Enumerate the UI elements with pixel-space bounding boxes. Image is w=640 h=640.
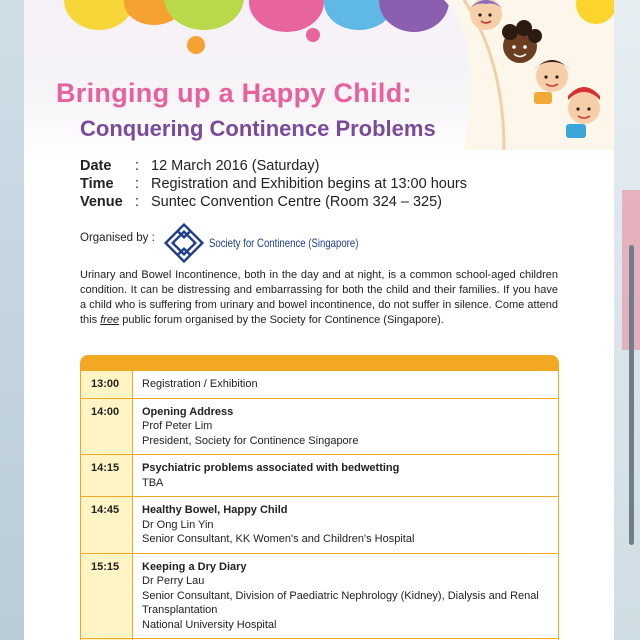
- schedule-time: 14:15: [81, 455, 133, 496]
- schedule-item-title: Opening Address: [142, 405, 234, 418]
- schedule-time: 13:00: [81, 371, 133, 398]
- info-label: Time: [80, 176, 114, 192]
- schedule-desc: [133, 497, 558, 553]
- poster-subtitle: Conquering Continence Problems: [80, 116, 436, 141]
- schedule-desc: [133, 399, 558, 455]
- intro-emphasis: free: [100, 314, 120, 326]
- poster-title: Bringing up a Happy Child:: [56, 78, 412, 108]
- schedule-item-title: Registration / Exhibition: [142, 378, 258, 390]
- schedule-row: [81, 553, 558, 639]
- paint-splash-lime: [164, 0, 244, 30]
- info-label: Date: [80, 158, 112, 174]
- organiser-label: Organised by :: [80, 232, 155, 244]
- schedule-row: [81, 496, 558, 553]
- programme-schedule: [80, 355, 559, 640]
- header-banner: [24, 0, 614, 160]
- intro-paragraph: [80, 268, 558, 328]
- schedule-item-title: Healthy Bowel, Happy Child: [142, 504, 288, 516]
- info-colon: :: [135, 176, 140, 192]
- organiser-name: Society for Continence (Singapore): [208, 236, 359, 250]
- background-left: [0, 0, 24, 640]
- schedule-desc: [133, 455, 558, 496]
- info-label: Venue: [80, 194, 123, 210]
- schedule-row: [81, 371, 558, 398]
- intro-text: Urinary and Bowel Incontinence, both in the day and at night, is a common school-aged children condition. It can be distressing and embarrassing for both the child and their families. If you have a child who is suffering from urinary and bowel incontinence, do not suffer in silence. Come attend this: [80, 269, 558, 326]
- schedule-table: [80, 371, 559, 640]
- info-colon: :: [135, 158, 140, 174]
- schedule-time: 14:45: [81, 497, 133, 553]
- paint-splash-drop-orange: [187, 36, 205, 54]
- schedule-speaker: Dr Ong Lin Yin: [142, 518, 214, 531]
- organiser: [80, 222, 396, 264]
- scrollbar[interactable]: [629, 245, 634, 545]
- schedule-speaker-role: Senior Consultant, KK Women's and Children's Hospital: [142, 533, 415, 545]
- schedule-speaker: Prof Peter Lim: [142, 420, 213, 432]
- schedule-item-title: Keeping a Dry Diary: [142, 560, 247, 573]
- intro-text-end: public forum organised by the Society for Continence (Singapore).: [119, 314, 444, 326]
- schedule-header-bar: [80, 355, 559, 371]
- info-row-time: [80, 175, 467, 193]
- schedule-row: [81, 398, 558, 455]
- info-row-date: [80, 157, 467, 175]
- schedule-row: [81, 454, 558, 496]
- info-value: 12 March 2016 (Saturday): [151, 158, 320, 174]
- schedule-time: 15:15: [81, 554, 133, 639]
- happy-children-illustration: [424, 0, 614, 150]
- schedule-speaker-role: Senior Consultant, Division of Paediatric Nephrology (Kidney), Dialysis and Renal Transplantation: [142, 589, 539, 616]
- info-value: Registration and Exhibition begins at 13:00 hours: [151, 176, 467, 192]
- society-continence-logo-icon: [163, 222, 205, 264]
- schedule-speaker: Dr Perry Lau: [142, 575, 205, 587]
- schedule-desc: [133, 554, 558, 639]
- info-value: Suntec Convention Centre (Room 324 – 325): [151, 194, 442, 210]
- info-colon: :: [135, 194, 140, 210]
- schedule-desc: [133, 371, 558, 398]
- schedule-time: 14:00: [81, 399, 133, 455]
- schedule-speaker-hospital: National University Hospital: [142, 618, 277, 631]
- info-row-venue: [80, 193, 467, 211]
- schedule-speaker-role: President, Society for Continence Singapore: [142, 434, 359, 447]
- schedule-item-title: Psychiatric problems associated with bedwetting: [142, 462, 400, 474]
- event-info: [80, 157, 467, 211]
- schedule-speaker: TBA: [142, 476, 164, 489]
- paint-splash-drop-pink: [306, 28, 320, 42]
- forum-poster: [24, 0, 614, 640]
